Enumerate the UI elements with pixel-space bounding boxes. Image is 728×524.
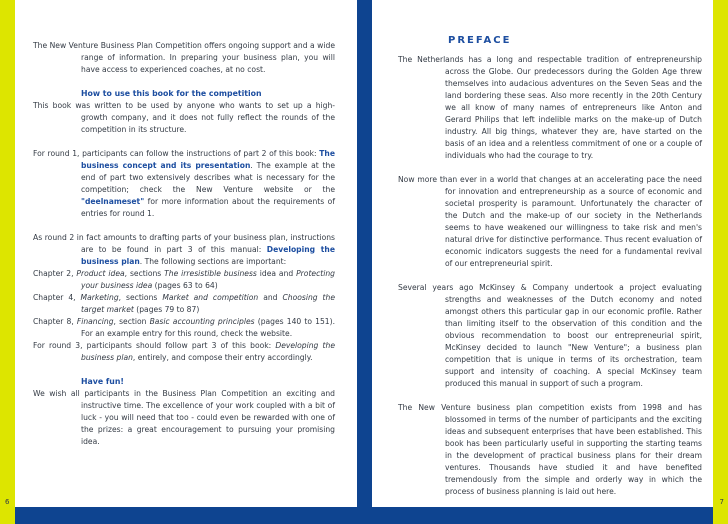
right-page xyxy=(372,0,713,507)
deelnameset-term: "deelnameset" xyxy=(81,197,145,206)
round-3-paragraph xyxy=(33,340,335,364)
round-1-paragraph xyxy=(33,148,335,220)
chapter-8-prefix: Chapter 8, xyxy=(33,317,77,326)
round-3-text-a: For round 3, participants should follow part 3 of this book: xyxy=(33,341,276,350)
chapter-4-pages: (pages 79 to 87) xyxy=(133,305,200,314)
preface-paragraph-3: Several years ago McKinsey & Company undertook a project evaluating strengths and weaknesses of the Dutch economy and noted amongst others this particular gap in our economic profile. Rather than limiting itself to the observation of this condition and the obvious recommendation to boost our entrepreneurial spirit, McKinsey decided to launch "New Venture"; a business plan competition that is unique in terms of its orchestration, team support and intensity of coaching. A special McKinsey team produced this manual in support of such a program. xyxy=(398,283,702,388)
chapter-4-item xyxy=(33,292,335,316)
chapter-4-sections-label: , sections xyxy=(118,293,163,302)
round-2-part-link: Developing the business plan xyxy=(81,245,335,266)
chapter-2-section-2: Protecting your business idea xyxy=(81,269,335,290)
round-2-text-b: . The following sections are important: xyxy=(139,257,287,266)
round-1-text-a: For round 1, participants can follow the instructions of part 2 of this book: xyxy=(33,149,320,158)
how-to-use-paragraph: This book was written to be used by anyone who wants to set up a high-growth company, and it does not fully reflect the rounds of the competition in its structure. xyxy=(33,101,335,134)
round-1-text-b: . The example at the end of part two extensively describes what is necessary for the competition; check the New Venture website or the xyxy=(81,161,335,194)
chapter-2-conj: idea and xyxy=(256,269,297,278)
preface-paragraph-1: The Netherlands has a long and respectable tradition of entrepreneurship across the Globe. Our predecessors during the Golden Age threw themselves into audacious adventures on the Seven Seas and the land bordering these seas. Also more recently in the 20th Century we all know of many names of entrepreneurs like Anton and Gerard Philips that left indelible marks on the make-up of Dutch industry. All big things, whatever they are, have started on the basis of an idea and a relentless commitment of one or a couple of individuals who had the courage to try. xyxy=(398,55,702,160)
round-2-text-a: As round 2 in fact amounts to drafting parts of your business plan, instructions are to be found in part 3 of this manual: xyxy=(33,233,335,254)
chapter-8-pages: (pages 140 to 151). For an example entry for this round, check the website. xyxy=(81,317,335,338)
chapter-2-prefix: Chapter 2, xyxy=(33,269,77,278)
preface-paragraph-2: Now more than ever in a world that changes at an accelerating pace the need for innovation and entrepreneurship as a source of economic and societal prosperity is paramount. Unfortunately the character of the Dutch and the make-up of our society in the Netherlands seems to have weakened our willingness to take risk and men's natural drive for distinctive performance. Thus recent evaluation of economic indicators suggests the need for a fundamental revival of our entrepreneurial spirit. xyxy=(398,175,702,268)
left-accent-stripe xyxy=(0,0,15,524)
chapter-8-section-label: , section xyxy=(113,317,150,326)
chapter-4-title: Marketing xyxy=(80,293,119,302)
preface-paragraph-4: The New Venture business plan competition exists from 1998 and has blossomed in terms of the number of participants and the exciting ideas and subsequent enterprises that have been established. This book has been particularly useful in supporting the starting teams in the development of practical business plans for their dream ventures. Thousands have studied it and have benefited tremendously from the simple and orderly way in which the process of business planning is laid out here. xyxy=(398,403,702,496)
round-1-part-link: The business concept and its presentation xyxy=(81,149,335,170)
preface-title: PREFACE xyxy=(448,35,512,46)
chapter-2-section-1: The irresistible business xyxy=(164,269,257,278)
have-fun-heading: Have fun! xyxy=(81,377,124,386)
chapter-2-title: Product idea xyxy=(76,269,125,278)
chapter-4-section-1: Market and competition xyxy=(162,293,259,302)
round-3-part-title: Developing the business plan xyxy=(81,341,335,362)
left-page xyxy=(15,0,357,507)
chapter-2-sections-label: , sections xyxy=(124,269,165,278)
round-3-text-b: , entirely, and compose their entry accordingly. xyxy=(132,353,313,362)
chapter-4-conj: and xyxy=(258,293,283,302)
chapter-8-section: Basic accounting principles xyxy=(149,317,255,326)
round-2-paragraph xyxy=(33,232,335,268)
right-accent-stripe xyxy=(713,0,728,524)
chapter-2-item xyxy=(33,268,335,292)
round-1-text-c: for more information about the requirements of entries for round 1. xyxy=(81,197,335,218)
chapter-8-item xyxy=(33,316,335,340)
page-number-left: 6 xyxy=(5,498,10,506)
chapter-8-title: Financing xyxy=(76,317,114,326)
how-to-use-heading: How to use this book for the competition xyxy=(81,89,262,98)
have-fun-paragraph: We wish all participants in the Business Plan Competition an exciting and instructive time. The excellence of your work coupled with a bit of luck - you will need that too - could even be rewarded with one of the prizes: a great encouragement to pursuing your promising idea. xyxy=(33,389,335,446)
page-number-right: 7 xyxy=(719,498,724,506)
chapter-4-prefix: Chapter 4, xyxy=(33,293,81,302)
chapter-2-pages: (pages 63 to 64) xyxy=(152,281,218,290)
intro-paragraph: The New Venture Business Plan Competition offers ongoing support and a wide range of information. In preparing your business plan, you will have access to experienced coaches, at no cost. xyxy=(33,41,335,74)
chapter-4-section-2: Choosing the target market xyxy=(81,293,335,314)
